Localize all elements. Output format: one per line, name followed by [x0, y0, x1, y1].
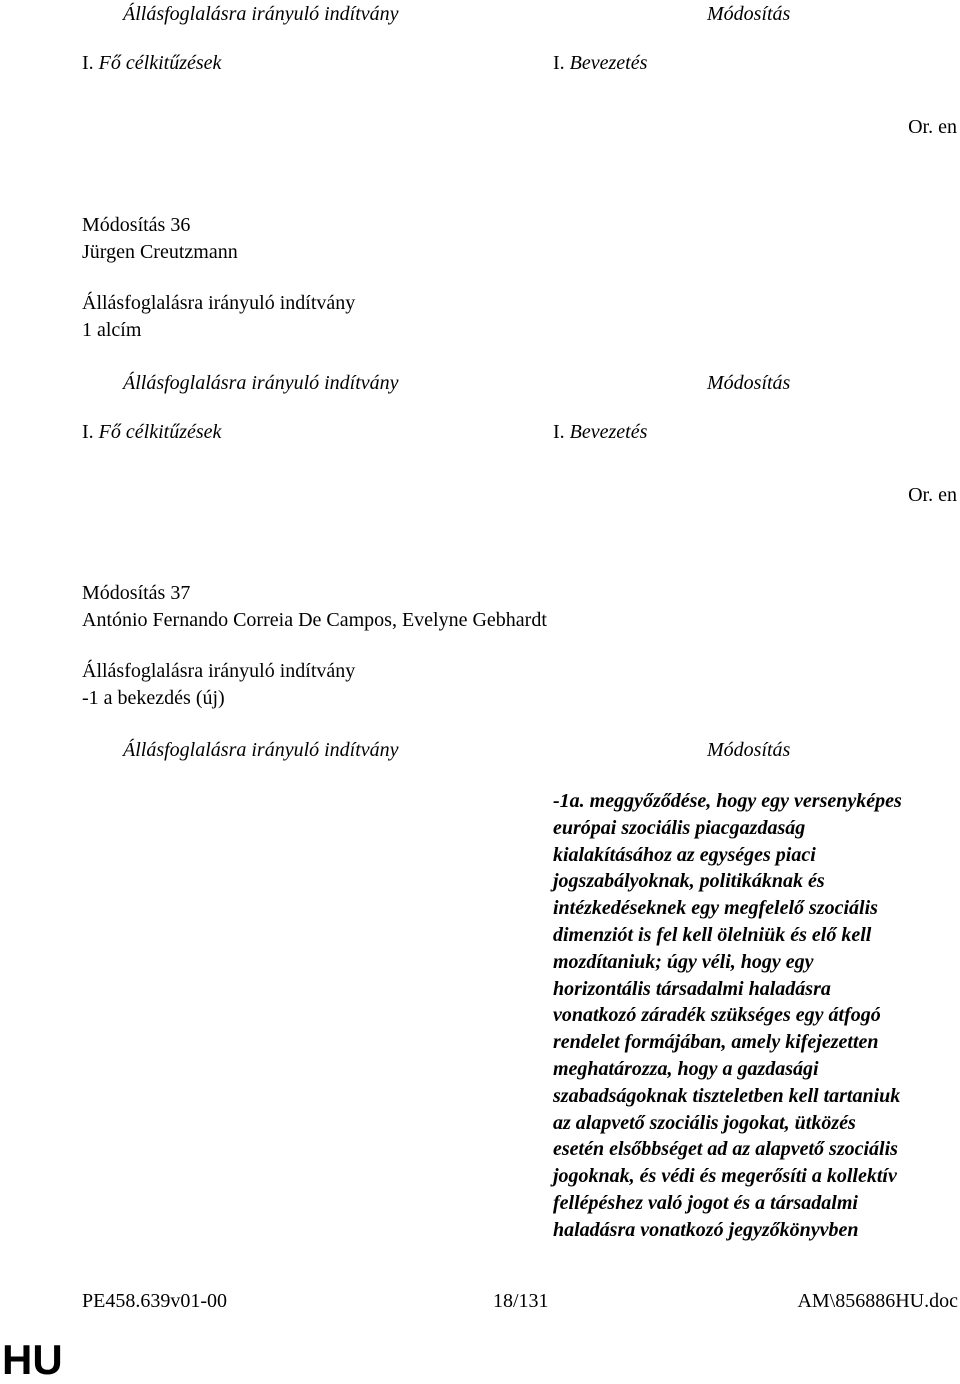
amendment-text-line: európai szociális piacgazdaság: [553, 816, 806, 839]
column-header-left: Állásfoglalásra irányuló indítvány: [123, 3, 399, 25]
amendment-target: Állásfoglalásra irányuló indítvány: [82, 660, 356, 682]
column-header-right: Módosítás: [707, 739, 791, 761]
amendment-location: -1 a bekezdés (új): [82, 687, 225, 709]
amendment-author: Jürgen Creutzmann: [82, 241, 238, 263]
amendment-text-line: meghatározza, hogy a gazdasági: [553, 1057, 819, 1080]
column-header-left: Állásfoglalásra irányuló indítvány: [123, 739, 399, 761]
section-heading-right: [553, 51, 647, 75]
amendment-text-line: fellépéshez való jogot és a társadalmi: [553, 1191, 858, 1214]
amendment-number: Módosítás 37: [82, 582, 191, 604]
section-title: Fő célkitűzések: [98, 421, 222, 443]
amendment-text: [553, 788, 960, 1244]
section-heading-left: [82, 51, 221, 75]
original-language: Or. en: [908, 116, 957, 138]
amendment-text-line: horizontális társadalmi haladásra: [553, 977, 831, 1000]
column-header-right: Módosítás: [707, 3, 791, 25]
amendment-text-line: szabadságoknak tiszteletben kell tartaniuk: [553, 1084, 901, 1107]
amendment-text-line: az alapvető szociális jogokat, ütközés: [553, 1111, 856, 1134]
amendment-text-line: vonatkozó záradék szükséges egy átfogó: [553, 1004, 881, 1027]
section-number: I.: [82, 421, 99, 443]
amendment-text-line: rendelet formájában, amely kifejezetten: [553, 1031, 879, 1054]
column-header-right: Módosítás: [707, 372, 791, 394]
section-title: Bevezetés: [569, 421, 648, 443]
amendment-text-line: kialakításához az egységes piaci: [553, 843, 816, 866]
amendment-text-line: jogszabályoknak, politikáknak és: [553, 870, 825, 893]
section-title: Fő célkitűzések: [98, 52, 222, 74]
section-heading-left: [82, 420, 221, 444]
language-code: HU: [2, 1336, 63, 1383]
section-heading-right: [553, 420, 647, 444]
amendment-text-line: intézkedéseknek egy megfelelő szociális: [553, 897, 878, 920]
amendment-text-line: esetén elsőbbséget ad az alapvető szociális: [553, 1138, 898, 1161]
section-title: Bevezetés: [569, 52, 648, 74]
amendment-text-line: mozdítaniuk; úgy véli, hogy egy: [553, 950, 814, 973]
amendment-text-line: -1a. meggyőződése, hogy egy versenyképes: [553, 790, 902, 812]
amendment-target: Állásfoglalásra irányuló indítvány: [82, 292, 356, 314]
section-number: I.: [553, 52, 570, 74]
amendment-text-line: dimenziót is fel kell ölelniük és elő kell: [553, 923, 872, 946]
amendment-text-line: jogoknak, és védi és megerősíti a kollektív: [553, 1165, 897, 1188]
amendment-text-line: haladásra vonatkozó jegyzőkönyvben: [553, 1218, 859, 1241]
footer-file-name: AM\856886HU.doc: [797, 1290, 958, 1312]
section-number: I.: [82, 52, 99, 74]
footer-doc-ref: PE458.639v01-00: [82, 1290, 227, 1312]
original-language: Or. en: [908, 484, 957, 506]
column-header-left: Állásfoglalásra irányuló indítvány: [123, 372, 399, 394]
amendment-number: Módosítás 36: [82, 214, 191, 236]
amendment-location: 1 alcím: [82, 319, 142, 341]
section-number: I.: [553, 421, 570, 443]
footer-page-number: 18/131: [493, 1290, 549, 1312]
amendment-author: António Fernando Correia De Campos, Evelyne Gebhardt: [82, 609, 547, 631]
